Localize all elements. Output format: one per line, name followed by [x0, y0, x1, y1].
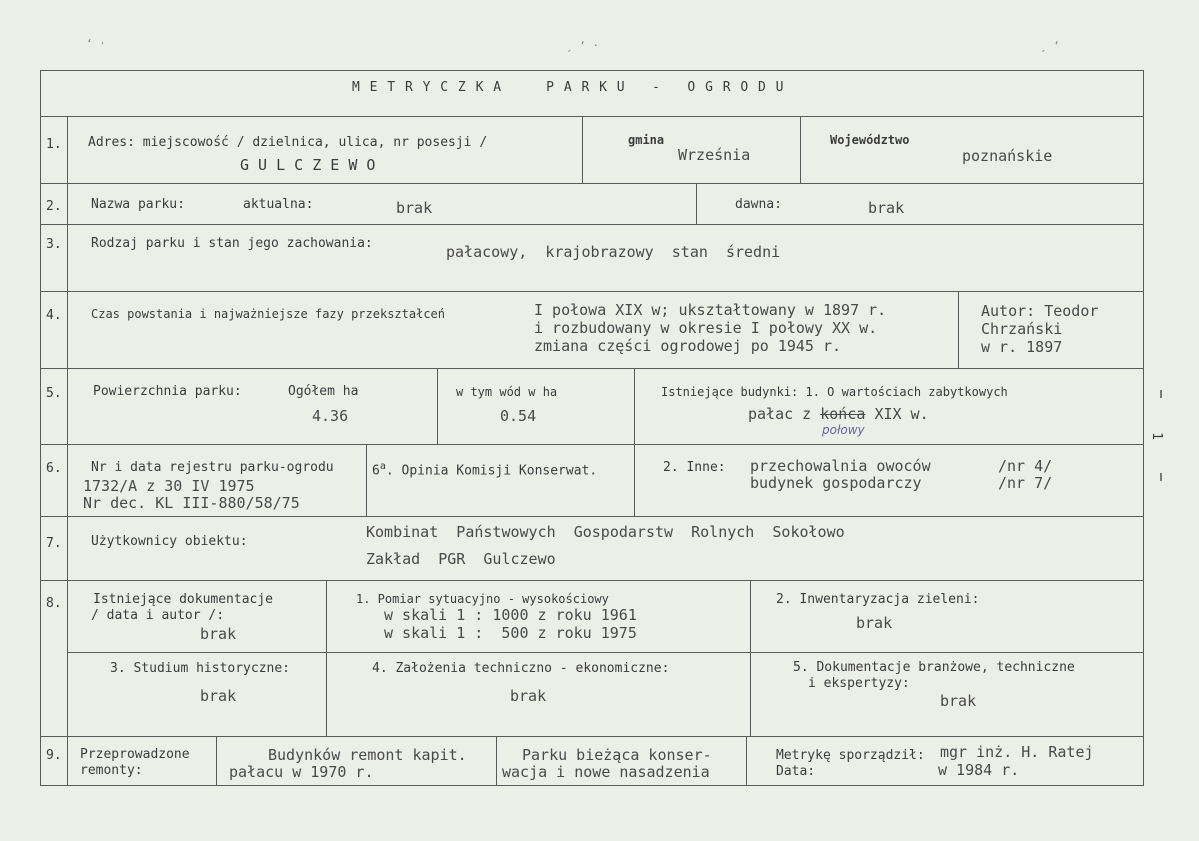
row-line: [40, 368, 1144, 369]
park-name-current-value: brak: [396, 199, 433, 217]
repairs-label: remonty:: [80, 763, 143, 778]
date-value: w 1984 r.: [938, 761, 1020, 779]
row-line: [40, 736, 1144, 737]
cell-divider: [366, 444, 367, 516]
row-number: 3.: [46, 237, 62, 252]
park-name-current-label: aktualna:: [243, 197, 314, 212]
users-label: Użytkownicy obiektu:: [91, 534, 248, 549]
card-title: M E T R Y C Z K A P A R K U - O G R O D U: [352, 80, 785, 95]
history-study-value: brak: [200, 687, 237, 705]
branch-value: brak: [940, 692, 977, 710]
users-line: Zakład PGR Gulczewo: [366, 550, 556, 568]
cell-divider: [326, 580, 327, 736]
cell-divider: [216, 736, 217, 786]
history-phases-label: Czas powstania i najważniejsze fazy przekształceń: [91, 307, 446, 321]
other-line: budynek gospodarczy: [750, 474, 922, 492]
wojewodztwo-value: poznańskie: [962, 147, 1053, 165]
buildings-value-struck: końca: [820, 405, 866, 423]
cell-divider: [746, 736, 747, 786]
author-line: Autor: Teodor: [981, 302, 1099, 320]
docs-value: brak: [200, 625, 237, 643]
opinion-text: . Opinia Komisji Konserwat.: [385, 463, 598, 479]
cell-divider: [496, 736, 497, 786]
address-label: Adres: miejscowość / dzielnica, ulica, nr posesji /: [88, 135, 488, 150]
author-label: Metrykę sporządził:: [776, 748, 925, 763]
history-phases-line: I połowa XIX w; ukształtowany w 1897 r.: [534, 301, 887, 319]
park-type-label: Rodzaj parku i stan jego zachowania:: [91, 236, 373, 251]
docs-label: / data i autor /:: [91, 608, 225, 623]
buildings-value-pre: pałac z: [748, 405, 812, 423]
row-number: 7.: [46, 536, 62, 551]
buildings-value-post: XIX w.: [874, 405, 929, 423]
cell-divider: [582, 116, 583, 183]
opinion-number: 6: [372, 463, 380, 479]
row-line: [40, 291, 1144, 292]
author-line: Chrzański: [981, 320, 1063, 338]
inventory-value: brak: [856, 614, 893, 632]
cell-divider: [437, 368, 438, 444]
other-number: /nr 4/: [998, 457, 1053, 475]
repairs-label: Przeprowadzone: [80, 747, 190, 762]
wojewodztwo-label: Województwo: [830, 133, 910, 147]
gmina-value: Września: [678, 146, 751, 164]
opinion-label: [372, 459, 597, 479]
card-frame: [40, 70, 1144, 786]
history-phases-line: i rozbudowany w okresie I połowy XX w.: [534, 319, 878, 337]
tech-label: 4. Założenia techniczno - ekonomiczne:: [372, 661, 670, 676]
cell-divider: [800, 116, 801, 183]
row-number: 8.: [46, 596, 62, 611]
other-label: 2. Inne:: [663, 460, 726, 475]
row-number: 4.: [46, 308, 62, 323]
survey-line: w skali 1 : 1000 z roku 1961: [384, 606, 637, 624]
date-label: Data:: [776, 764, 816, 779]
users-line: Kombinat Państwowych Gospodarstw Rolnych Sokołowo: [366, 523, 845, 541]
register-label: Nr i data rejestru parku-ogrodu: [91, 460, 334, 475]
park-name-old-value: brak: [868, 199, 905, 217]
other-number: /nr 7/: [998, 474, 1053, 492]
side-tick: [1160, 473, 1162, 481]
register-line: 1732/A z 30 IV 1975: [83, 477, 255, 495]
side-number: 1: [1148, 432, 1164, 440]
row-number: 5.: [46, 386, 62, 401]
inventory-label: 2. Inwentaryzacja zieleni:: [776, 592, 980, 607]
history-phases-line: zmiana części ogrodowej po 1945 r.: [534, 337, 842, 355]
row-line: [40, 580, 1144, 581]
tech-value: brak: [510, 687, 547, 705]
punch-mark: ˏ ‘: [1040, 39, 1060, 52]
other-line: przechowalnia owoców: [750, 457, 931, 475]
row-line: [40, 444, 1144, 445]
cell-divider: [958, 291, 959, 368]
author-line: w r. 1897: [981, 338, 1063, 356]
row-number: 6.: [46, 461, 62, 476]
number-column-line: [67, 116, 68, 786]
buildings-label: Istniejące budynki: 1. O wartościach zabytkowych: [661, 385, 1008, 399]
park-name-old-label: dawna:: [735, 197, 782, 212]
cell-divider: [750, 580, 751, 736]
area-total-label: Ogółem ha: [288, 384, 359, 399]
row-number: 1.: [46, 137, 62, 152]
side-tick: [1160, 390, 1162, 398]
gmina-label: gmina: [628, 133, 665, 147]
row-line: [40, 183, 1144, 184]
repairs-buildings-line: Budynków remont kapit.: [268, 746, 467, 764]
survey-label: 1. Pomiar sytuacyjno - wysokościowy: [356, 592, 609, 606]
address-value: G U L C Z E W O: [240, 156, 376, 174]
branch-label: 5. Dokumentacje branżowe, techniczne: [793, 660, 1075, 675]
park-name-label: Nazwa parku:: [91, 197, 185, 212]
docs-label: Istniejące dokumentacje: [93, 592, 274, 607]
row-line: [40, 224, 1144, 225]
area-label: Powierzchnia parku:: [93, 384, 242, 399]
repairs-park-line: Parku bieżąca konser-: [522, 746, 712, 764]
history-study-label: 3. Studium historyczne:: [110, 661, 291, 676]
area-total-value: 4.36: [312, 407, 349, 425]
handwritten-correction: połowy: [822, 423, 865, 437]
buildings-value: [748, 406, 929, 423]
punch-mark: ‘ ˒: [86, 37, 106, 50]
cell-divider: [634, 368, 635, 516]
park-type-value: pałacowy, krajobrazowy stan średni: [446, 243, 781, 261]
row-line: [67, 652, 1144, 653]
water-label: w tym wód w ha: [456, 385, 558, 399]
register-line: Nr dec. KL III-880/58/75: [83, 494, 300, 512]
survey-line: w skali 1 : 500 z roku 1975: [384, 624, 637, 642]
row-line: [40, 116, 1144, 117]
water-value: 0.54: [500, 407, 537, 425]
opinion-superscript: a: [379, 461, 386, 472]
row-number: 9.: [46, 748, 62, 763]
repairs-park-line: wacja i nowe nasadzenia: [502, 763, 710, 781]
punch-mark: ˏ ‘ ·: [566, 39, 600, 52]
author-value: mgr inż. H. Ratej: [940, 743, 1094, 761]
branch-label: i ekspertyzy:: [808, 676, 910, 691]
row-line: [40, 516, 1144, 517]
repairs-buildings-line: pałacu w 1970 r.: [229, 763, 374, 781]
cell-divider: [696, 183, 697, 224]
row-number: 2.: [46, 199, 62, 214]
